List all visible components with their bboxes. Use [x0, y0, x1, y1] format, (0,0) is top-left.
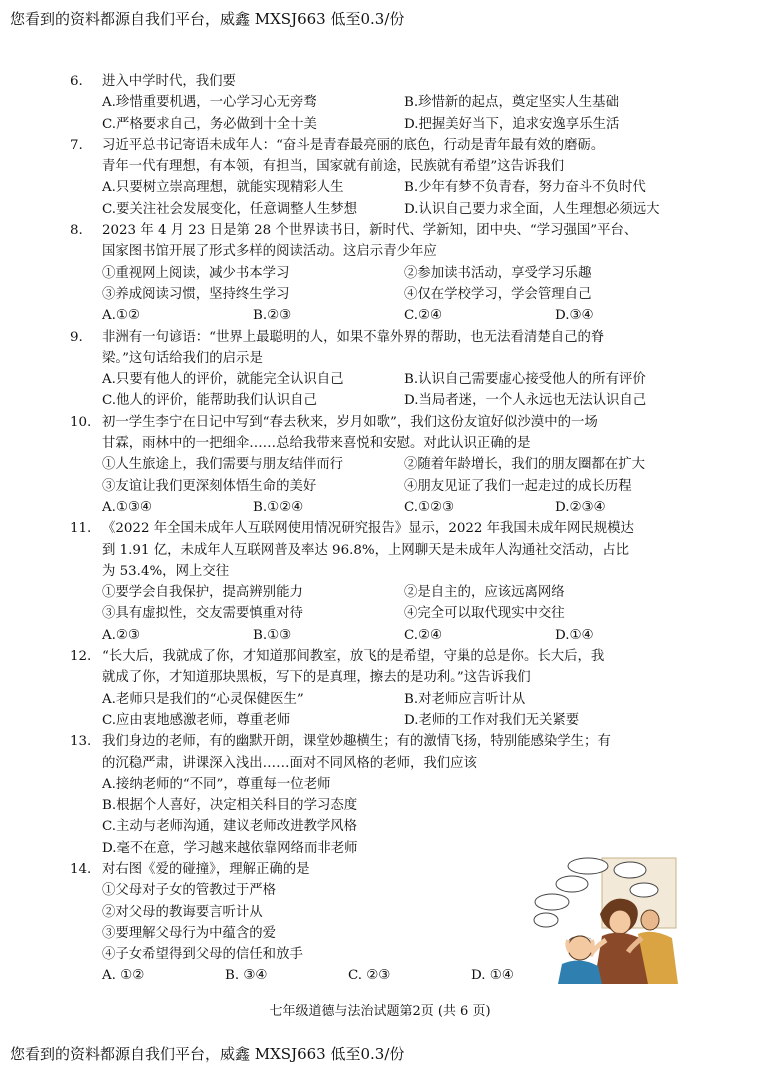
question-number: 14.: [70, 861, 92, 877]
statement: ②对父母的教诲要言听计从: [102, 904, 263, 920]
option-c: C.他人的评价，能帮助我们认识自己: [102, 393, 317, 409]
option-a: A.①②: [102, 308, 140, 324]
love-collision-cartoon-illustration: [532, 856, 680, 984]
question-stem: 进入中学时代，我们要: [102, 74, 236, 89]
option-d: D. ①④: [471, 968, 514, 984]
question-6: [70, 71, 700, 135]
option-a: A. ①②: [102, 968, 145, 984]
option-b: B.少年有梦不负青春，努力奋斗不负时代: [404, 180, 646, 196]
option-c: C.应由衷地感激老师，尊重老师: [102, 712, 291, 728]
statement: ③要理解父母行为中蕴含的爱: [102, 925, 277, 941]
question-stem: 梁。”这句话给我们的启示是: [102, 350, 263, 366]
question-number: 7.: [70, 137, 83, 153]
statement: ③友谊让我们更深刻体悟生命的美好: [102, 478, 317, 494]
question-number: 11.: [70, 521, 92, 537]
question-13: [70, 731, 700, 859]
option-b: B.珍惜新的起点，奠定坚实人生基础: [404, 95, 619, 111]
statement: ②参加读书活动，享受学习乐趣: [404, 265, 592, 281]
statement: ③养成阅读习惯，坚持终生学习: [102, 286, 290, 302]
question-stem: 非洲有一句谚语：“世界上最聪明的人，如果不靠外界的帮助，也无法看清楚自己的脊: [102, 329, 605, 345]
option-b: B.②③: [253, 308, 292, 324]
question-11: [70, 518, 700, 646]
statement: ①父母对子女的管教过于严格: [102, 883, 277, 899]
question-stem: 到 1.91 亿，未成年人互联网普及率达 96.8%，上网聊天是未成年人沟通社交活动，占比: [102, 542, 630, 558]
option-b: B.①②④: [253, 499, 304, 515]
option-c: C.②④: [404, 308, 443, 324]
question-number: 10.: [70, 414, 92, 430]
option-c: C.主动与老师沟通，建议老师改进教学风格: [102, 819, 358, 835]
option-b: B. ③④: [225, 968, 268, 984]
question-stem: 国家图书馆开展了形式多样的阅读活动。这启示青少年应: [102, 244, 437, 260]
question-stem: 初一学生李宁在日记中写到“春去秋来，岁月如歌”，我们这份友谊好似沙漠中的一场: [102, 414, 598, 430]
option-d: D.认识自己要力求全面，人生理想必须远大: [404, 201, 660, 217]
option-a: A.只要树立崇高理想，就能实现精彩人生: [102, 180, 344, 196]
page-footer: 七年级道德与法治试题第2页 (共 6 页): [269, 1004, 491, 1019]
option-c: C.②④: [404, 627, 443, 643]
statement: ③具有虚拟性，交友需要慎重对待: [102, 606, 303, 622]
question-number: 9.: [70, 329, 83, 345]
question-stem: “长大后，我就成了你，才知道那间教室，放飞的是希望，守巢的总是你。长大后，我: [102, 649, 605, 665]
option-a: A.接纳老师的“不同”，尊重每一位老师: [102, 776, 331, 792]
question-number: 8.: [70, 223, 83, 239]
option-b: B.认识自己需要虚心接受他人的所有评价: [404, 372, 646, 388]
question-stem: 2023 年 4 月 23 日是第 28 个世界读书日，新时代、学新知，团中央、“学习强国”平台、: [102, 223, 638, 239]
option-c: C.严格要求自己，务必做到十全十美: [102, 116, 317, 132]
question-stem: 的沉稳严肃，讲课深入浅出……面对不同风格的老师，我们应该: [102, 755, 477, 771]
option-d: D.①④: [555, 627, 594, 643]
question-stem: 为 53.4%，网上交往: [102, 563, 230, 579]
question-stem: 青年一代有理想，有本领，有担当，国家就有前途，民族就有希望”这告诉我们: [102, 159, 565, 175]
option-b: B.根据个人喜好，决定相关科目的学习态度: [102, 798, 358, 814]
question-12: [70, 646, 700, 731]
statement: ④完全可以取代现实中交往: [404, 606, 565, 622]
statement: ①要学会自我保护，提高辨别能力: [102, 585, 303, 601]
statement: ①重视网上阅读，减少书本学习: [102, 265, 290, 281]
question-stem: 《2022 年全国未成年人互联网使用情况研究报告》显示，2022 年我国未成年网民规模达: [102, 521, 634, 537]
question-8: [70, 220, 700, 326]
option-d: D.当局者迷，一个人永远也无法认识自己: [404, 393, 647, 409]
question-10: [70, 412, 700, 518]
question-stem: 我们身边的老师，有的幽默开朗，课堂妙趣横生；有的激情飞扬，特别能感染学生；有: [102, 734, 611, 750]
statement: ①人生旅途上，我们需要与朋友结伴而行: [102, 457, 344, 473]
question-number: 12.: [70, 649, 92, 665]
option-d: D.把握美好当下，追求安逸享乐生活: [404, 116, 620, 132]
option-b: B.①③: [253, 627, 292, 643]
statement: ④朋友见证了我们一起走过的成长历程: [404, 478, 632, 494]
option-a: A.老师只是我们的“心灵保健医生”: [102, 691, 304, 707]
option-a: A.②③: [102, 627, 140, 643]
question-stem: 对右图《爱的碰撞》，理解正确的是: [102, 861, 310, 877]
option-a: A.①③④: [102, 499, 152, 515]
option-a: A.只要有他人的评价，就能完全认识自己: [102, 372, 344, 388]
statement: ②是自主的，应该远离网络: [404, 585, 565, 601]
option-a: A.珍惜重要机遇，一心学习心无旁骛: [102, 95, 317, 111]
statement: ②随着年龄增长，我们的朋友圈都在扩大: [404, 457, 646, 473]
question-stem: 就成了你，才知道那块黑板，写下的是真理，擦去的是功利。”这告诉我们: [102, 670, 531, 686]
option-d: D.毫不在意，学习越来越依靠网络而非老师: [102, 840, 358, 856]
question-number: 6.: [70, 74, 83, 89]
question-stem: 习近平总书记寄语未成年人：“奋斗是青春最亮丽的底色，行动是青年最有效的磨砺。: [102, 137, 605, 153]
question-9: [70, 327, 700, 412]
option-c: C. ②③: [348, 968, 391, 984]
watermark-banner-bottom: 您看到的资料都源自我们平台，威鑫 MXSJ663 低至0.3/份: [10, 1045, 405, 1063]
option-d: D.③④: [555, 308, 594, 324]
question-list: [70, 71, 700, 987]
statement: ④子女希望得到父母的信任和放手: [102, 947, 303, 963]
question-stem: 甘霖，雨林中的一把细伞……总给我带来喜悦和安慰。对此认识正确的是: [102, 436, 531, 452]
option-d: D.老师的工作对我们无关紧要: [404, 712, 580, 728]
watermark-banner-top: 您看到的资料都源自我们平台，威鑫 MXSJ663 低至0.3/份: [10, 10, 405, 28]
question-number: 13.: [70, 734, 92, 750]
option-c: C.要关注社会发展变化，任意调整人生梦想: [102, 201, 358, 217]
statement: ④仅在学校学习，学会管理自己: [404, 286, 592, 302]
option-d: D.②③④: [555, 499, 606, 515]
option-c: C.①②③: [404, 499, 455, 515]
option-b: B.对老师应言听计从: [404, 691, 526, 707]
question-7: [70, 135, 700, 220]
